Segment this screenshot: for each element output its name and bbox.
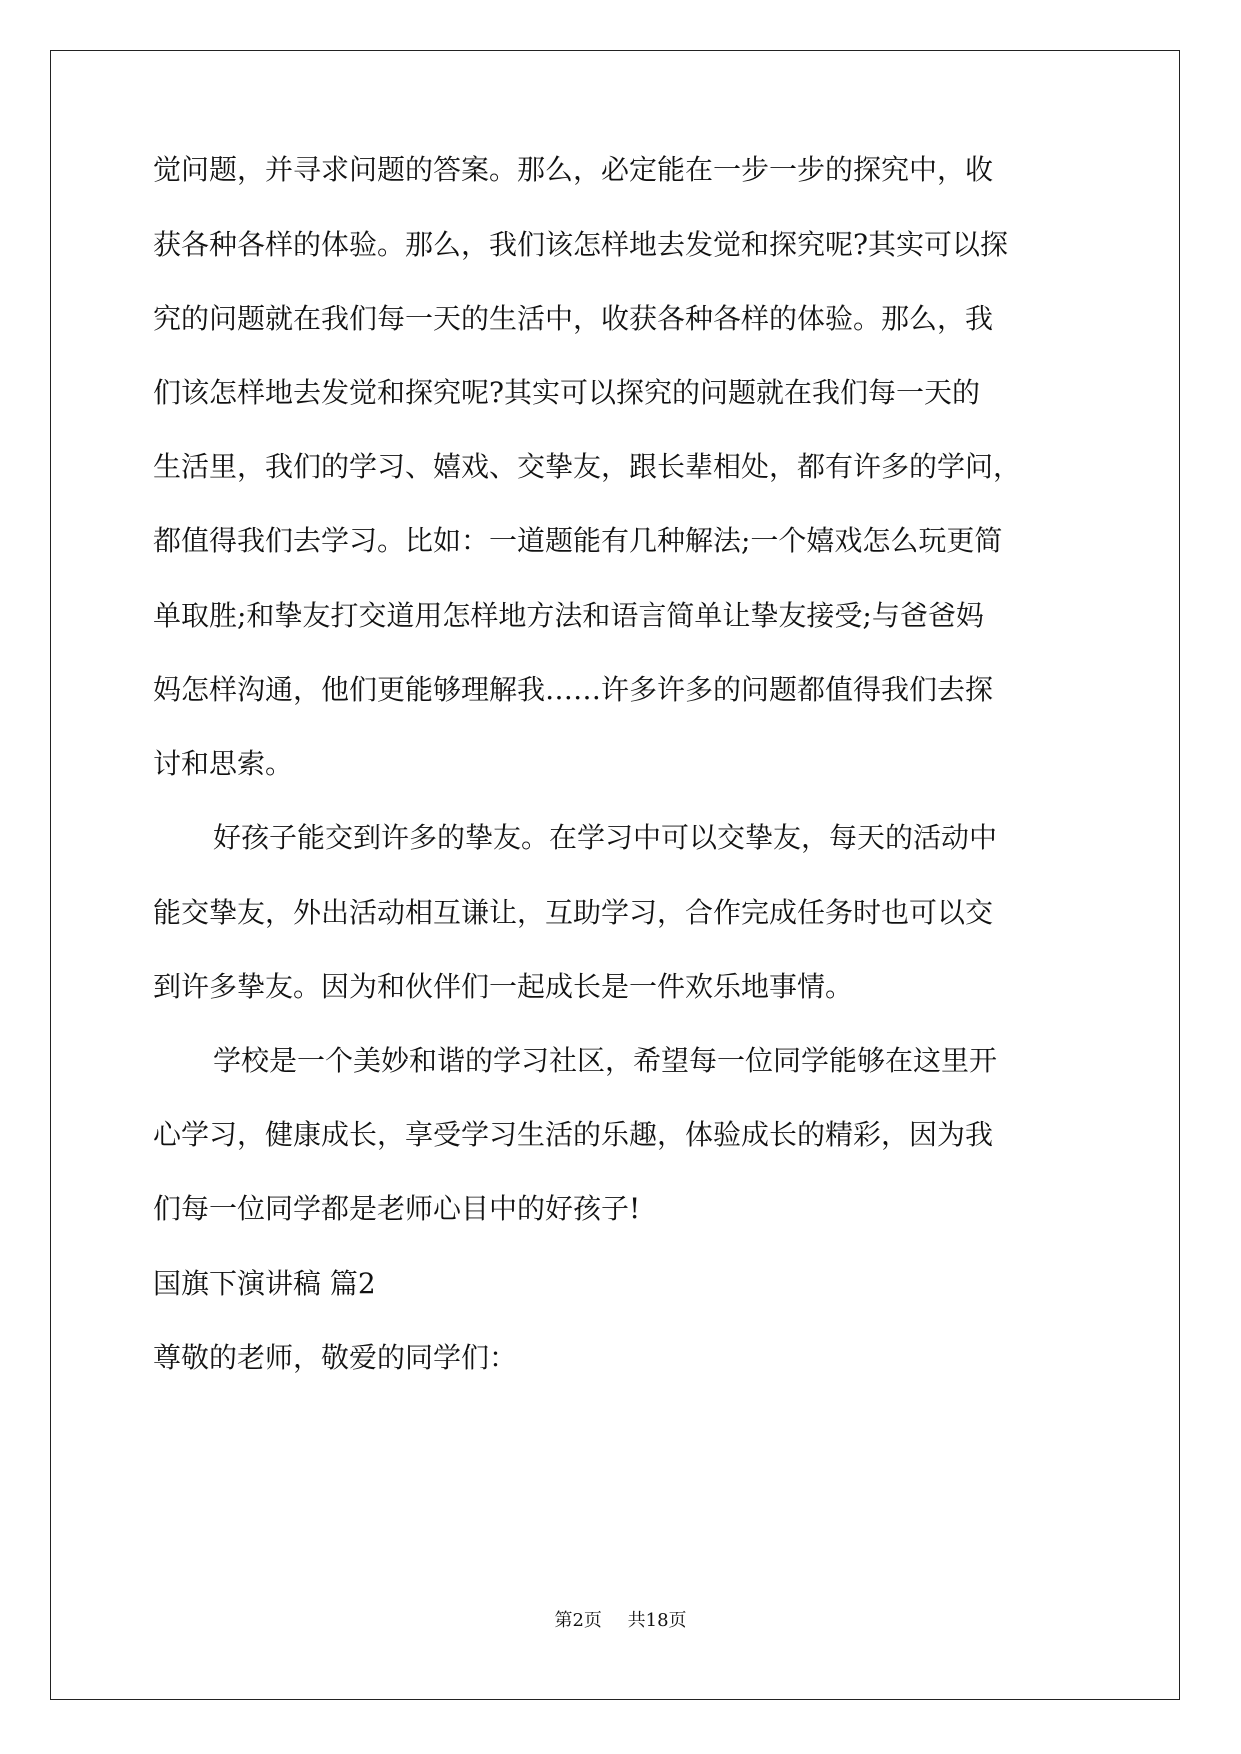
salutation: 尊敬的老师，敬爱的同学们： [153, 1341, 518, 1374]
section-heading: 国旗下演讲稿 篇2 [153, 1267, 376, 1300]
total-pages: 共18页 [627, 1610, 687, 1631]
paragraph-first-line: 学校是一个美妙和谐的学习社区，希望每一位同学能够在这里开 [213, 1044, 998, 1077]
body-line: 妈怎样沟通，他们更能够理解我……许多许多的问题都值得我们去探 [153, 673, 994, 706]
body-line: 们每一位同学都是老师心目中的好孩子! [153, 1192, 641, 1225]
body-line: 到许多挚友。因为和伙伴们一起成长是一件欢乐地事情。 [153, 970, 854, 1003]
page-number: 第2页 [554, 1610, 602, 1631]
body-line: 单取胜;和挚友打交道用怎样地方法和语言简单让挚友接受;与爸爸妈 [153, 599, 984, 632]
body-line: 获各种各样的体验。那么，我们该怎样地去发觉和探究呢?其实可以探 [153, 228, 1009, 261]
body-line: 究的问题就在我们每一天的生活中，收获各种各样的体验。那么，我 [153, 302, 994, 335]
paragraph-first-line: 好孩子能交到许多的挚友。在学习中可以交挚友，每天的活动中 [213, 821, 998, 854]
page-footer [0, 1606, 1241, 1632]
body-line: 心学习，健康成长，享受学习生活的乐趣，体验成长的精彩，因为我 [153, 1118, 994, 1151]
page-frame [50, 50, 1180, 1700]
body-line: 都值得我们去学习。比如：一道题能有几种解法;一个嬉戏怎么玩更简 [153, 524, 1003, 557]
body-line: 觉问题，并寻求问题的答案。那么，必定能在一步一步的探究中，收 [153, 153, 994, 186]
body-line: 们该怎样地去发觉和探究呢?其实可以探究的问题就在我们每一天的 [153, 376, 981, 409]
body-line: 能交挚友，外出活动相互谦让，互助学习，合作完成任务时也可以交 [153, 896, 994, 929]
body-line: 讨和思索。 [153, 747, 294, 780]
body-line: 生活里，我们的学习、嬉戏、交挚友，跟长辈相处，都有许多的学问， [153, 450, 1022, 483]
